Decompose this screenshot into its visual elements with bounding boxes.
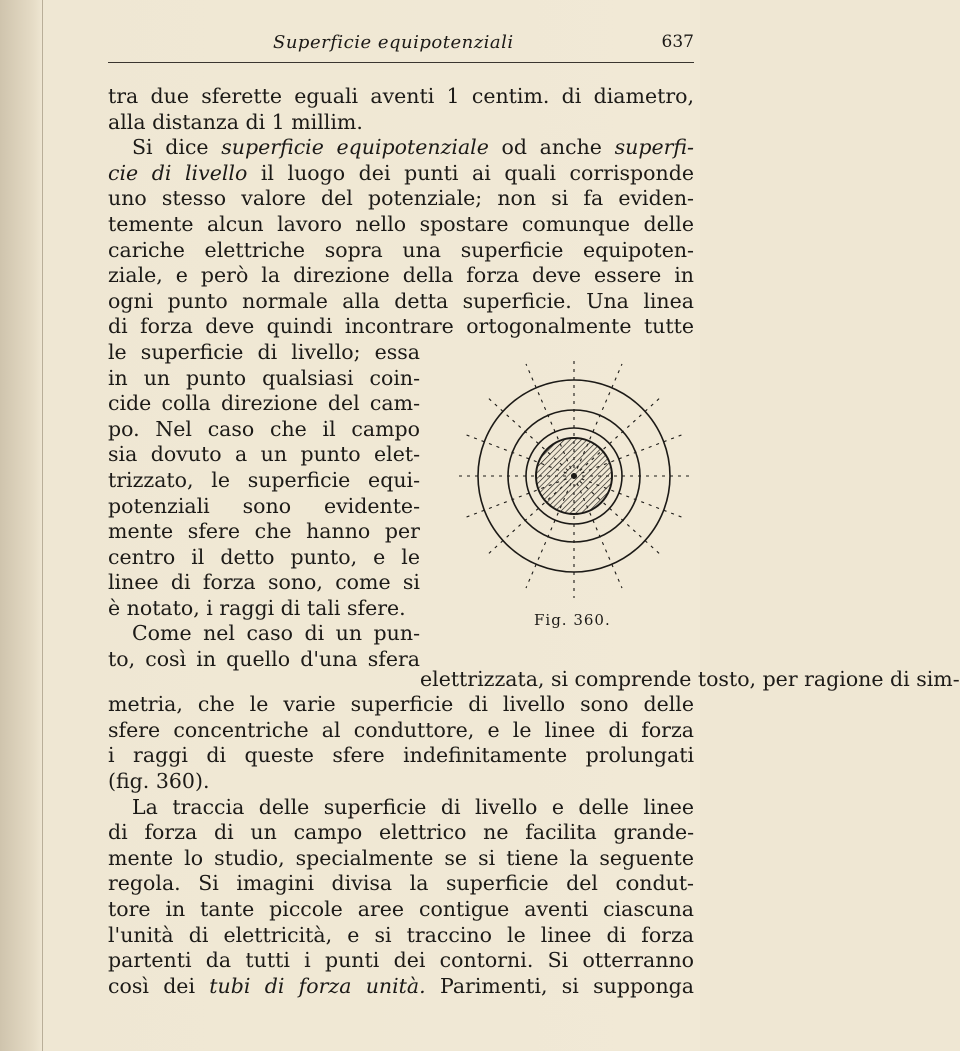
equipotential-diagram: [454, 346, 694, 606]
header-rule: [108, 62, 694, 63]
text-line: ogni punto normale alla detta superficie. Una linea: [108, 288, 694, 313]
text-line: mente sfere che hanno per: [108, 519, 420, 544]
text-line: [108, 135, 694, 161]
text-line: (fig. 360).: [108, 769, 210, 794]
paragraph-definition: [108, 135, 694, 340]
text-line: alla distanza di 1 millim.: [108, 109, 363, 134]
text-line: temente alcun lavoro nello spostare comunque delle: [108, 211, 694, 236]
text-line: sfere concentriche al conduttore, e le linee di forza: [108, 717, 694, 742]
text-line: sia dovuto a un punto elet-: [108, 442, 420, 467]
figure-360: [454, 340, 694, 629]
paragraph-continuation: [108, 84, 694, 135]
text-line: tra due sferette eguali aventi 1 centim. di diametro,: [108, 84, 694, 108]
paragraph-sphere: [108, 666, 960, 795]
text-line: in un punto qualsiasi coin-: [108, 365, 420, 390]
text-run: così dei: [108, 973, 210, 998]
text-run: Si dice: [132, 135, 222, 160]
text-line: è notato, i raggi di tali sfere.: [108, 595, 406, 620]
text-line: cariche elettriche sopra una superficie equipoten-: [108, 237, 694, 262]
text-line: [108, 161, 694, 187]
text-line: La traccia delle superficie di livello e delle linee: [132, 794, 694, 819]
text-line: centro il detto punto, e le: [108, 544, 420, 569]
text-line: tore in tante piccole aree contigue aventi ciascuna: [108, 897, 694, 921]
text-line: [108, 974, 694, 1000]
text-line: linee di forza sono, come si: [108, 570, 420, 595]
text-line: cide colla direzione del cam-: [108, 391, 420, 416]
text-line: po. Nel caso che il campo: [108, 416, 420, 441]
text-line: elettrizzata, si comprende tosto, per ragione di sim-: [420, 666, 960, 691]
term-tubi-di-forza: tubi di forza unità.: [209, 973, 426, 998]
page-number: 637: [661, 32, 694, 52]
text-line: uno stesso valore del potenziale; non si fa eviden-: [108, 186, 694, 211]
charged-sphere: [536, 438, 612, 514]
term-superficie-fragment: superfi-: [614, 135, 694, 160]
text-line: ziale, e però la direzione della forza deve essere in: [108, 263, 694, 288]
term-livello: cie di livello: [108, 160, 248, 185]
text-run: Parimenti, si supponga: [425, 973, 694, 998]
text-line: Come nel caso di un pun-: [132, 621, 420, 646]
text-beside-figure: [108, 340, 420, 673]
text-line: di forza di un campo elettrico ne facilita grande-: [108, 820, 694, 845]
page-header: [108, 30, 694, 56]
running-title: Superficie equipotenziali: [273, 32, 514, 53]
text-run: il luogo dei punti ai quali corrisponde: [247, 160, 694, 185]
text-line: to, così in quello d'una sfera: [108, 647, 420, 672]
text-line: regola. Si imagini divisa la superficie del condut-: [108, 871, 694, 896]
text-line: i raggi di queste sfere indefinitamente prolungati: [108, 743, 694, 768]
text-line: metria, che le varie superficie di livello sono delle: [108, 692, 694, 717]
text-line: l'unità di elettricità, e si traccino le linee di forza: [108, 922, 694, 947]
text-line: di forza deve quindi incontrare ortogonalmente tutte: [108, 314, 694, 339]
text-line: le superficie di livello; essa: [108, 339, 420, 364]
paragraph-field-tubes: [108, 795, 694, 1000]
term-superficie-equipotenziale: superficie equipotenziale: [221, 135, 489, 160]
text-line: trizzato, le superficie equi-: [108, 467, 420, 492]
page-gutter: [0, 0, 43, 1051]
text-line: partenti da tutti i punti dei contorni. Si otterranno: [108, 948, 694, 973]
body-text: [108, 84, 960, 999]
text-line: potenziali sono evidente-: [108, 493, 420, 518]
text-run: od anche: [488, 135, 615, 160]
text-line: mente lo studio, specialmente se si tiene la seguente: [108, 845, 694, 870]
figure-caption: Fig. 360.: [534, 610, 611, 629]
